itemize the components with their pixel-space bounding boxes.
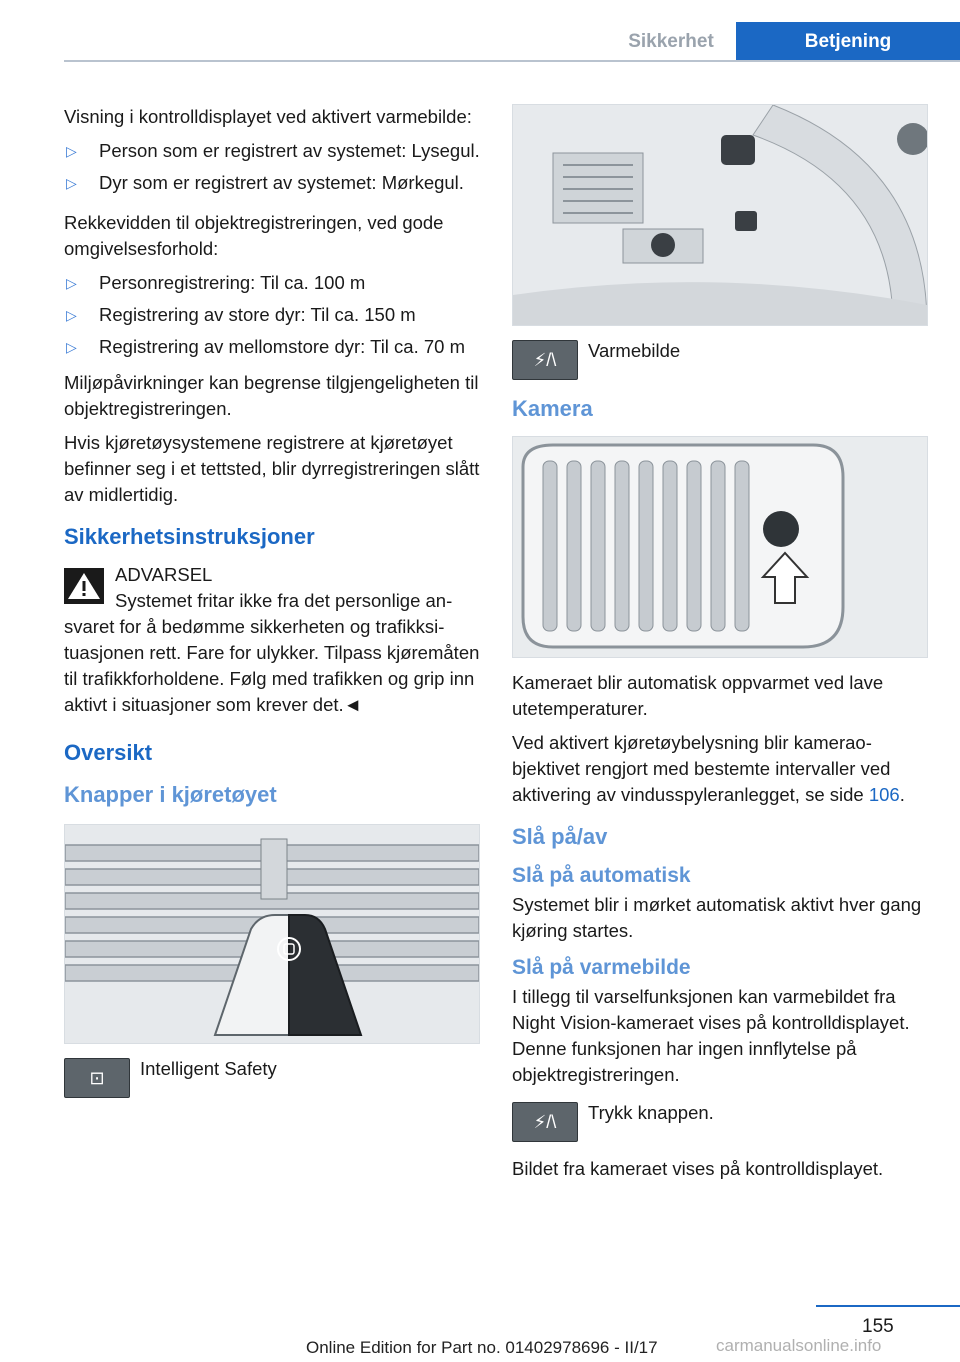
auto-heading: Slå på automatisk: [512, 864, 691, 887]
triangle-bullet-icon: ▷: [66, 307, 77, 323]
camera-paragraph-1: Kameraet blir automatisk oppvarmet ved lave utetemperaturer.: [512, 672, 884, 719]
town-paragraph: Hvis kjøretøysystemene registrere at kjøretøyet befinner seg i et tettsted, blir dyrregistreringen slått av midlertidig.: [64, 432, 480, 505]
list-item: ▷ Registrering av mellomstore dyr: Til ca. 70 m: [64, 334, 480, 360]
intelligent-safety-button-icon: ⊡: [64, 1058, 130, 1098]
tab-betjening[interactable]: Betjening: [736, 22, 960, 62]
range-bullet-list: [64, 270, 480, 360]
triangle-bullet-icon: ▷: [66, 143, 77, 159]
watermark: carmanualsonline.info: [716, 1336, 882, 1355]
thermal-caption: [512, 338, 928, 380]
triangle-bullet-icon: ▷: [66, 275, 77, 291]
night-vision-button-icon: ⚡/\: [512, 1102, 578, 1142]
thermal-paragraph: I tillegg til varselfunksjonen kan varmebildet fra Night Vision-kameraet vises på kontrolldisplayet. Denne funksjonen har ingen innflytelse på objektregistreringen.: [512, 986, 910, 1085]
grille-button-image: [65, 825, 479, 1043]
list-item: ▷ Person som er registrert av systemet: Lysegul.: [64, 138, 480, 164]
header-rule: [64, 60, 960, 62]
cockpit-image: [513, 105, 927, 325]
left-column: [64, 104, 480, 1112]
env-paragraph: Miljøpåvirkninger kan begrense tilgjengeligheten til objektregistreringen.: [64, 372, 479, 419]
dashboard-button-photo: [64, 824, 480, 1044]
right-column: [512, 104, 928, 1190]
final-paragraph: Bildet fra kameraet vises på kontrolldisplayet.: [512, 1158, 884, 1179]
auto-paragraph: Systemet blir i mørket automatisk aktivt hver gang kjøring startes.: [512, 894, 922, 941]
list-item: ▷ Personregistrering: Til ca. 100 m: [64, 270, 480, 296]
display-intro: Visning i kontrolldisplayet ved aktivert varmebilde:: [64, 106, 472, 127]
page-number: 155: [862, 1316, 894, 1337]
night-vision-button-icon: ⚡/\: [512, 340, 578, 380]
press-button-row: [512, 1100, 928, 1142]
triangle-bullet-icon: ▷: [66, 339, 77, 355]
footer-rule: [816, 1305, 960, 1307]
range-intro: Rekkevidden til objektregistreringen, ved gode omgivelsesforhold:: [64, 212, 444, 259]
buttons-heading: Knapper i kjøretøyet: [64, 782, 277, 807]
onoff-heading: Slå på/av: [512, 824, 608, 849]
warning-triangle-icon: [64, 568, 104, 604]
thermal-label: Varmebilde: [588, 340, 681, 361]
intelligent-safety-label: Intelligent Safety: [140, 1058, 277, 1079]
list-item: ▷ Registrering av store dyr: Til ca. 150 m: [64, 302, 480, 328]
tab-sikkerhet[interactable]: Sikkerhet: [628, 31, 714, 52]
triangle-bullet-icon: ▷: [66, 175, 77, 191]
camera-grille-photo: [512, 436, 928, 658]
camera-paragraph-2: Ved aktivert kjøretøybelysning blir kameraobjektivet rengjort med bestemte intervaller ved aktivering av vindusspyleranlegget, se side 106.: [512, 732, 905, 805]
edition-text: Online Edition for Part no. 01402978696 - II/17: [306, 1338, 658, 1357]
list-item: ▷ Dyr som er registrert av systemet: Mørkegul.: [64, 170, 480, 196]
warning-box: [64, 562, 480, 718]
camera-grille-image: [513, 437, 927, 657]
display-bullet-list: [64, 138, 480, 196]
warning-title: ADVARSEL: [115, 564, 213, 585]
press-button-label: Trykk knappen.: [588, 1102, 714, 1123]
thermal-heading: Slå på varmebilde: [512, 956, 691, 979]
intelligent-safety-caption: [64, 1056, 480, 1098]
warning-text: Systemet fritar ikke fra det personlige ansvaret for å bedømme sikkerheten og trafikksituasjonen rett. Fare for ulykker. Tilpass kjøremåten til trafikkforholdene. Følg med trafikken og grip inn aktivt i situasjoner som krever det.◄: [64, 590, 480, 715]
overview-heading: Oversikt: [64, 740, 153, 765]
page-reference-link[interactable]: 106: [868, 784, 900, 805]
cockpit-photo: [512, 104, 928, 326]
camera-heading: Kamera: [512, 396, 593, 421]
safety-heading: Sikkerhetsinstruksjoner: [64, 524, 315, 549]
